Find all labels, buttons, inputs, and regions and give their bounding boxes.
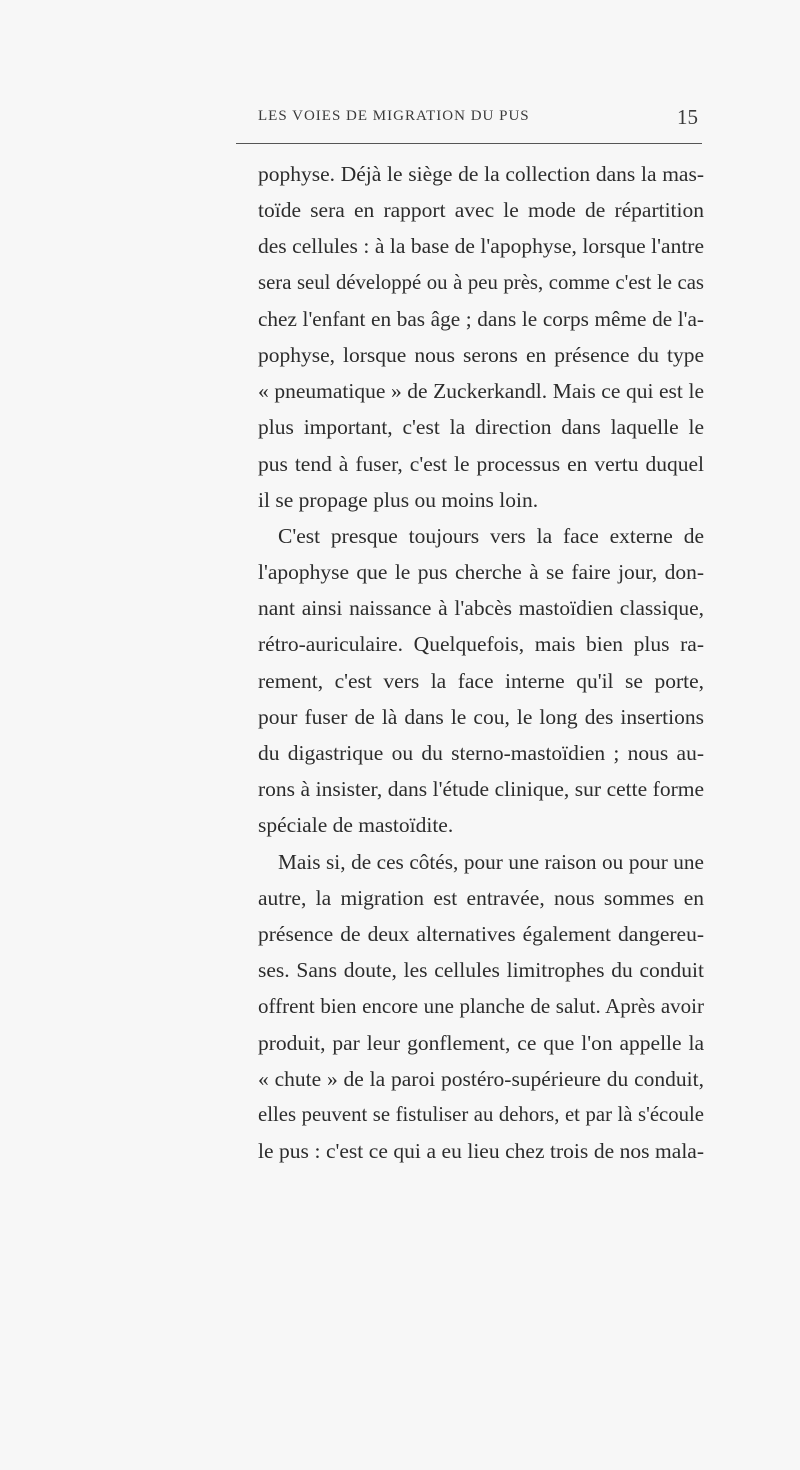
text-line: « pneumatique » de Zuckerkandl. Mais ce qui est le xyxy=(258,379,704,404)
text-line: pophyse, lorsque nous serons en présence du type xyxy=(258,342,704,367)
running-title: LES VOIES DE MIGRATION DU PUS xyxy=(258,108,530,124)
text-line: présence de deux alternatives également dangereu- xyxy=(258,921,704,946)
body-text xyxy=(258,156,704,1169)
text-line: nant ainsi naissance à l'abcès mastoïdien classique, xyxy=(258,596,704,621)
text-line: il se propage plus ou moins loin. xyxy=(258,487,539,512)
header-rule xyxy=(236,143,702,144)
paragraph-first-line: C'est presque toujours vers la face externe de xyxy=(278,523,704,548)
text-line: rétro-auriculaire. Quelquefois, mais bien plus ra- xyxy=(258,632,704,657)
text-line: produit, par leur gonflement, ce que l'on appelle la xyxy=(258,1030,704,1055)
text-line: elles peuvent se fistuliser au dehors, et par là s'écoule xyxy=(258,1103,704,1126)
paragraph-first-line: Mais si, de ces côtés, pour une raison ou pour une xyxy=(278,849,704,874)
text-line: le pus : c'est ce qui a eu lieu chez trois de nos mala- xyxy=(258,1139,704,1164)
page-number: 15 xyxy=(677,105,698,129)
text-line: pus tend à fuser, c'est le processus en vertu duquel xyxy=(258,451,704,476)
text-line: pophyse. Déjà le siège de la collection dans la mas- xyxy=(258,162,704,186)
text-line: des cellules : à la base de l'apophyse, lorsque l'antre xyxy=(258,234,704,259)
running-head xyxy=(258,105,698,134)
text-line: l'apophyse que le pus cherche à se faire jour, don- xyxy=(258,560,704,585)
text-line: plus important, c'est la direction dans laquelle le xyxy=(258,415,704,440)
text-line: rons à insister, dans l'étude clinique, sur cette forme xyxy=(258,777,704,802)
text-line: offrent bien encore une planche de salut. Après avoir xyxy=(258,994,704,1019)
text-line: du digastrique ou du sterno-mastoïdien ; nous au- xyxy=(258,741,704,765)
text-line: « chute » de la paroi postéro-supérieure du conduit, xyxy=(258,1066,704,1091)
text-line: rement, c'est vers la face interne qu'il se porte, xyxy=(258,668,704,693)
text-line: pour fuser de là dans le cou, le long des insertions xyxy=(258,704,704,729)
text-line: chez l'enfant en bas âge ; dans le corps même de l'a- xyxy=(258,306,704,331)
text-line: toïde sera en rapport avec le mode de répartition xyxy=(258,198,704,223)
text-line: sera seul développé ou à peu près, comme c'est le cas xyxy=(258,271,704,294)
text-line: autre, la migration est entravée, nous sommes en xyxy=(258,885,704,910)
text-line: spéciale de mastoïdite. xyxy=(258,813,454,838)
text-line: ses. Sans doute, les cellules limitrophes du conduit xyxy=(258,958,704,983)
